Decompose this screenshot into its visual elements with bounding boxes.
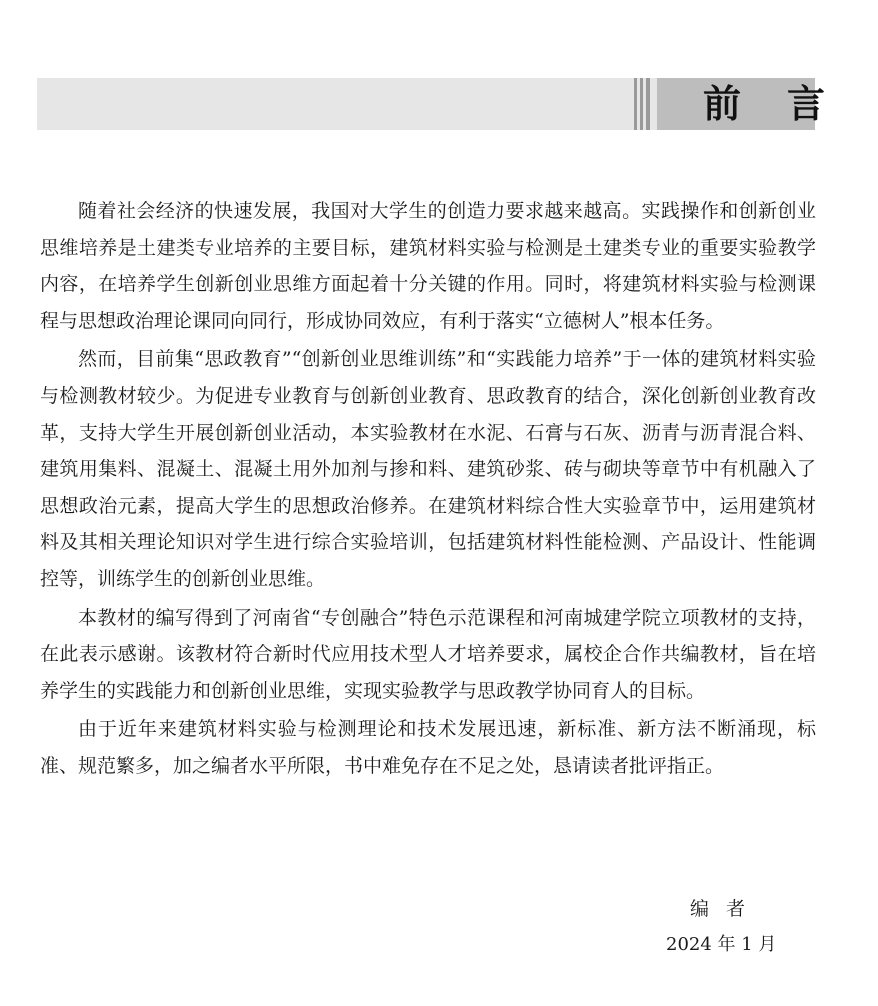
header-decorative-stripes (634, 78, 656, 130)
paragraph-3: 本教材的编写得到了河南省“专创融合”特色示范课程和河南城建学院立项教材的支持，在此表示感谢。该教材符合新时代应用技术型人才培养要求，属校企合作共编教材，旨在培养学生的实践能力和创新创业思维，实现实验教学与思政教学协同育人的目标。 (40, 606, 816, 702)
paragraph-4: 由于近年来建筑材料实验与检测理论和技术发展迅速，新标准、新方法不断涌现，标准、规范繁多，加之编者水平所限，书中难免存在不足之处，恳请读者批评指正。 (40, 718, 816, 777)
header-title-box (657, 78, 872, 130)
paragraph-2: 然而，目前集“思政教育”“创新创业思维训练”和“实践能力培养”于一体的建筑材料实验与检测教材较少。为促进专业教育与创新创业教育、思政教育的结合，深化创新创业教育改革，支持大学生开展创新创业活动，本实验教材在水泥、石膏与石灰、沥青与沥青混合料、建筑用集料、混凝土、混凝土用外加剂与掺和料、建筑砂浆、砖与砌块等章节中有机融入了思想政治元素，提高大学生的思想政治修养。在建筑材料综合性大实验章节中，运用建筑材料及其相关理论知识对学生进行综合实验培训，包括建筑材料性能检测、产品设计、性能调控等，训练学生的创新创业思维。 (40, 348, 816, 590)
signature-author: 编者 (690, 898, 763, 920)
preface-body (40, 193, 816, 787)
paragraph-1: 随着社会经济的快速发展，我国对大学生的创造力要求越来越高。实践操作和创新创业思维培养是土建类专业培养的主要目标，建筑材料实验与检测是土建类专业的重要实验教学内容，在培养学生创新创业思维方面起着十分关键的作用。同时，将建筑材料实验与检测课程与思想政治理论课同向同行，形成协同效应，有利于落实“立德树人”根本任务。 (40, 200, 816, 332)
signature-date: 2024 年 1 月 (666, 934, 777, 955)
page-title: 前言 (703, 81, 872, 126)
